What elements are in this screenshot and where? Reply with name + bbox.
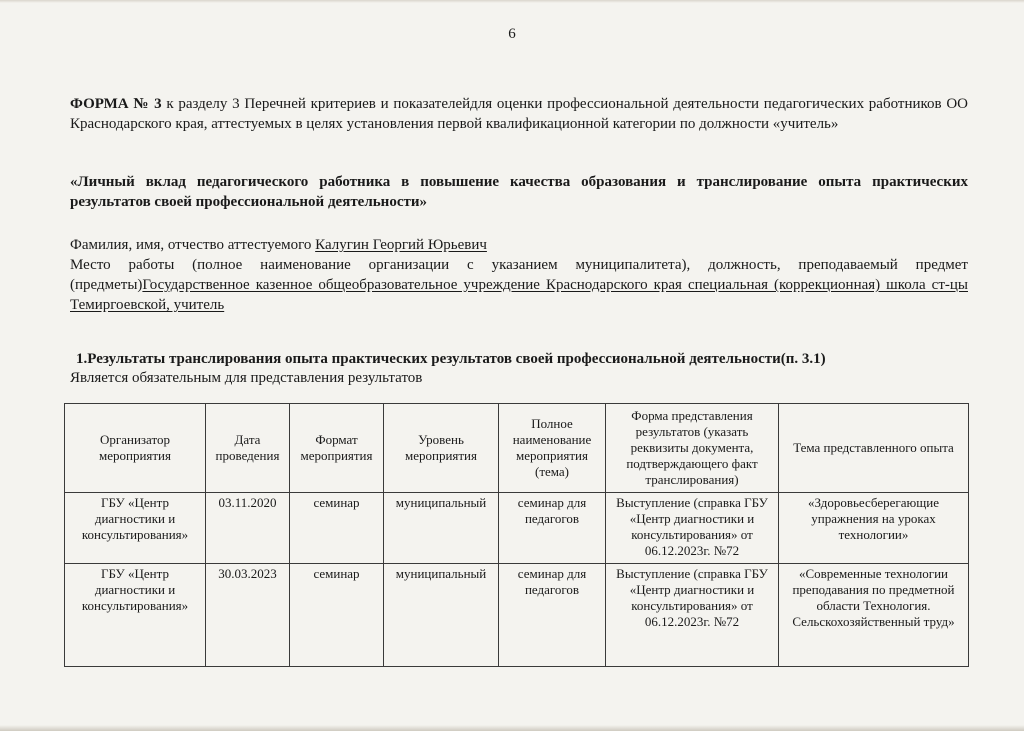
- page-top-edge: [0, 0, 1024, 3]
- cell-result-form: Выступление (справка ГБУ «Центр диагностики и консультирования» от 06.12.2023г. №72: [606, 493, 779, 564]
- section-subtitle: Является обязательным для представления результатов: [70, 370, 423, 386]
- table-row: [65, 564, 969, 667]
- document-title: «Личный вклад педагогического работника в повышение качества образования и транслирование опыта практических результатов своей профессиональной деятельности»: [70, 174, 968, 210]
- workplace-line: [70, 255, 968, 315]
- cell-organizer: ГБУ «Центр диагностики и консультирования»: [65, 564, 206, 667]
- page-number: 6: [508, 26, 516, 42]
- cell-date: 03.11.2020: [206, 493, 290, 564]
- workplace-label: Место работы (полное наименование организации с указанием муниципалитета), должность, преподаваемый предмет (предметы): [70, 257, 968, 293]
- fio-label: Фамилия, имя, отчество аттестуемого: [70, 237, 316, 253]
- cell-event-name: семинар для педагогов: [499, 564, 606, 667]
- cell-level: муниципальный: [384, 493, 499, 564]
- cell-organizer: ГБУ «Центр диагностики и консультирования»: [65, 493, 206, 564]
- cell-event-name: семинар для педагогов: [499, 493, 606, 564]
- table-header-row: [65, 404, 969, 493]
- header-level: Уровень мероприятия: [384, 404, 499, 493]
- header-event-name: Полное наименование мероприятия (тема): [499, 404, 606, 493]
- page-bottom-edge: [0, 725, 1024, 731]
- header-format: Формат мероприятия: [290, 404, 384, 493]
- fio-line: [70, 235, 968, 255]
- header-organizer: Организатор мероприятия: [65, 404, 206, 493]
- cell-date: 30.03.2023: [206, 564, 290, 667]
- cell-result-form: Выступление (справка ГБУ «Центр диагностики и консультирования» от 06.12.2023г. №72: [606, 564, 779, 667]
- cell-topic: «Здоровьесберегающие упражнения на уроках технологии»: [779, 493, 969, 564]
- cell-format: семинар: [290, 493, 384, 564]
- section-title: 1.Результаты транслирования опыта практических результатов своей профессиональной деятельности(п. 3.1): [76, 351, 826, 367]
- cell-topic: «Современные технологии преподавания по предметной области Технология. Сельскохозяйственный труд»: [779, 564, 969, 667]
- cell-format: семинар: [290, 564, 384, 667]
- form-label: ФОРМА № 3: [70, 96, 162, 112]
- table-row: [65, 493, 969, 564]
- cell-level: муниципальный: [384, 564, 499, 667]
- header-topic: Тема представленного опыта: [779, 404, 969, 493]
- workplace-value: Государственное казенное общеобразовательное учреждение Краснодарского края специальная (коррекционная) школа ст-цы Темиргоевской, учитель: [70, 277, 968, 313]
- header-date: Дата проведения: [206, 404, 290, 493]
- form-intro: [70, 94, 968, 134]
- form-intro-text: к разделу 3 Перечней критериев и показателейдля оценки профессиональной деятельности педагогических работников ОО Краснодарского края, аттестуемых в целях установления первой квалификационной категории по должности «учитель»: [70, 96, 968, 132]
- results-table: [64, 403, 969, 667]
- fio-value: Калугин Георгий Юрьевич: [315, 237, 487, 253]
- header-result-form: Форма представления результатов (указать реквизиты документа, подтверждающего факт транслирования): [606, 404, 779, 493]
